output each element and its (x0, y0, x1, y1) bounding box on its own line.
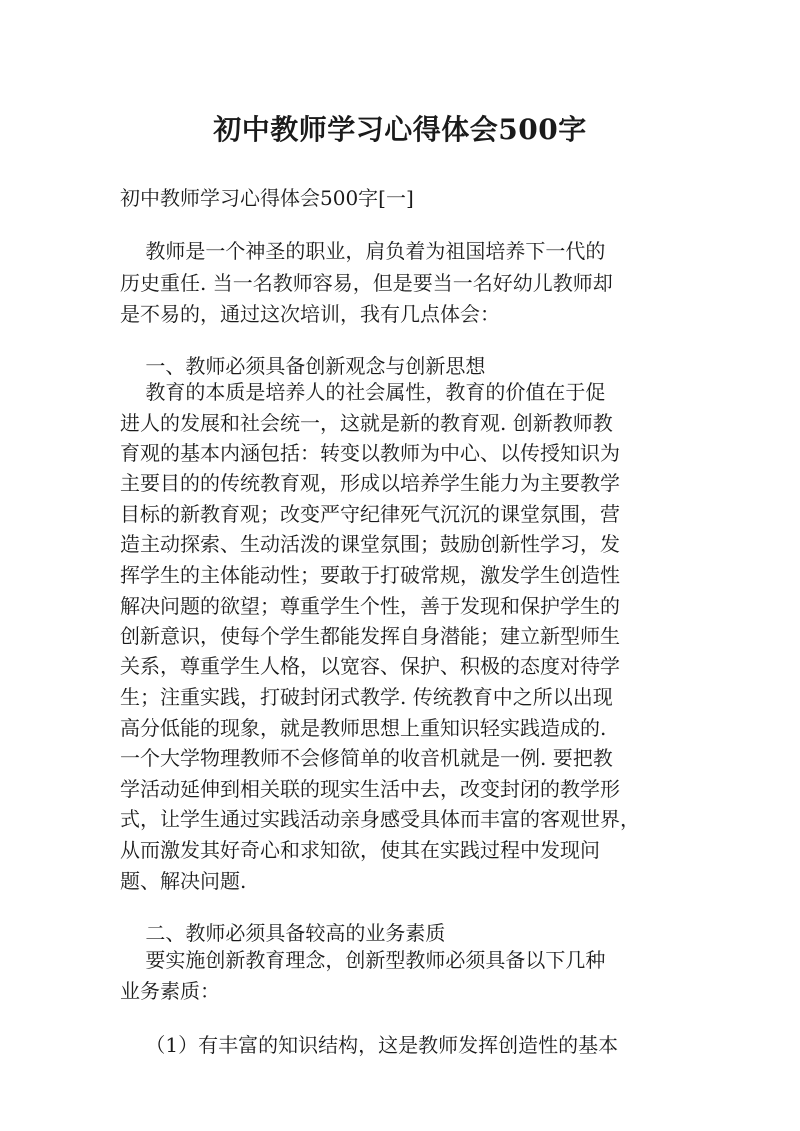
section1-line: 造主动探索、生动活泼的课堂氛围；鼓励创新性学习，发 (120, 532, 620, 556)
section1-heading: 一、教师必须具备创新观念与创新思想 (120, 354, 486, 378)
section1-line: 学活动延伸到相关联的现实生活中去，改变封闭的教学形 (120, 777, 620, 801)
section1-line: 教育的本质是培养人的社会属性，教育的价值在于促 (120, 380, 606, 404)
section2-line: 业务素质： (120, 979, 220, 1003)
section1-line: 高分低能的现象，就是教师思想上重知识轻实践造成的. (120, 716, 607, 740)
section1-line: 挥学生的主体能动性；要敢于打破常规，激发学生创造性 (120, 563, 620, 587)
section2-line: 要实施创新教育理念，创新型教师必须具备以下几种 (120, 948, 606, 972)
section2-heading: 二、教师必须具备较高的业务素质 (120, 921, 446, 945)
section1-line: 式，让学生通过实践活动亲身感受具体而丰富的客观世界， (120, 807, 640, 831)
section1-line: 创新意识，使每个学生都能发挥自身潜能；建立新型师生 (120, 624, 620, 648)
section1-line: 解决问题的欲望；尊重学生个性，善于发现和保护学生的 (120, 594, 620, 618)
item-1-line: （1）有丰富的知识结构，这是教师发挥创造性的基本 (120, 1033, 619, 1057)
intro-line: 是不易的，通过这次培训，我有几点体会： (120, 302, 500, 326)
section1-line: 主要目的的传统教育观，形成以培养学生能力为主要教学 (120, 471, 620, 495)
section1-line: 从而激发其好奇心和求知欲，使其在实践过程中发现问 (120, 838, 600, 862)
intro-line: 历史重任. 当一名教师容易，但是要当一名好幼儿教师却 (120, 271, 613, 295)
section1-line: 进人的发展和社会统一，这就是新的教育观. 创新教师教 (120, 411, 613, 435)
document-title: 初中教师学习心得体会500字 (213, 113, 587, 146)
section1-line: 生；注重实践，打破封闭式教学. 传统教育中之所以出现 (120, 685, 613, 709)
section1-line: 关系，尊重学生人格，以宽容、保护、积极的态度对待学 (120, 654, 620, 678)
section1-line: 目标的新教育观；改变严守纪律死气沉沉的课堂氛围，营 (120, 502, 620, 526)
section1-line: 育观的基本内涵包括：转变以教师为中心、以传授知识为 (120, 441, 620, 465)
document-subtitle: 初中教师学习心得体会500字[一] (120, 186, 414, 210)
section1-line: 题、解决问题. (120, 869, 247, 893)
section1-line: 一个大学物理教师不会修简单的收音机就是一例. 要把教 (120, 746, 613, 770)
intro-line: 教师是一个神圣的职业，肩负着为祖国培养下一代的 (120, 239, 606, 263)
